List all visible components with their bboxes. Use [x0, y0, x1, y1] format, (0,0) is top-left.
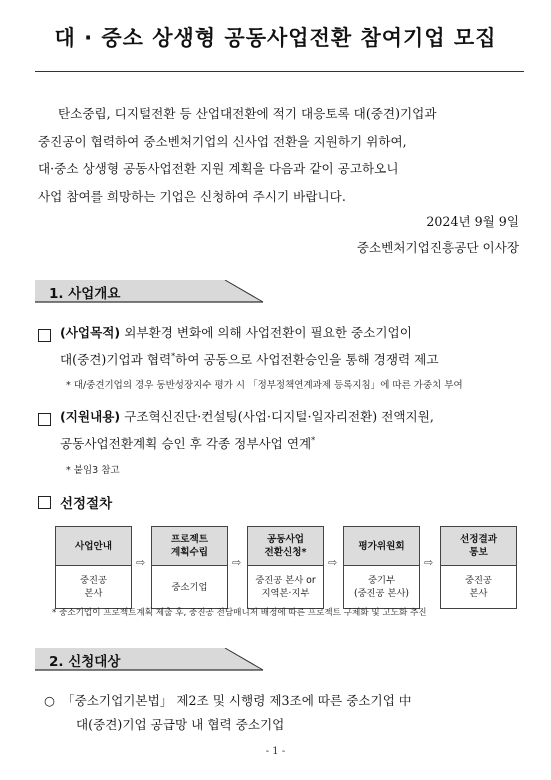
procedure-step [440, 526, 517, 609]
step-owner: 중진공 본사 [440, 565, 517, 609]
procedure-step [151, 526, 228, 609]
section-heading [35, 648, 265, 671]
purpose-text: 대(중견)기업과 협력 [60, 352, 172, 368]
support-item [60, 405, 530, 429]
step-owner: 중진공 본사 [55, 565, 132, 609]
procedure-step [343, 526, 420, 609]
arrow-right-icon: ⇨ [328, 556, 338, 569]
arrow-right-icon: ⇨ [424, 556, 434, 569]
footnote-mark: * [171, 352, 176, 361]
support-text: 공동사업전환계획 승인 후 각종 정부사업 연계 [60, 436, 312, 452]
support-item-cont [60, 429, 530, 456]
step-owner: 중기부 (중진공 본사) [343, 565, 420, 609]
step-title: 평가위원회 [343, 526, 420, 565]
purpose-label: (사업목적) [60, 325, 121, 340]
eligibility-text: 「중소기업기본법」 제2조 및 시행령 제3조에 따른 중소기업 中 [62, 693, 412, 708]
purpose-note: * 대/중견기업의 경우 동반성장지수 평가 시 「정부정책연계과제 등록지침」에 따른 가중치 부여 [66, 380, 463, 391]
intro-line: 사업 참여를 희망하는 기업은 신청하여 주시기 바랍니다. [38, 188, 346, 204]
section-heading-label: 1. 사업개요 [49, 286, 121, 302]
support-text: 구조혁신진단·컨설팅(사업·디지털·일자리전환) 전액지원, [124, 409, 434, 424]
step-title: 선정결과 통보 [440, 526, 517, 565]
intro-paragraph [38, 100, 524, 210]
purpose-text: 하여 공동으로 사업전환승인을 통해 경쟁력 제고 [175, 352, 439, 368]
page-number: - 1 - [265, 746, 286, 757]
issuer: 중소벤처기업진흥공단 이사장 [356, 240, 519, 255]
page-title: 대 · 중소 상생형 공동사업전환 참여기업 모집 [54, 26, 497, 50]
eligibility-text: 대(중견)기업 공급망 내 협력 중소기업 [76, 717, 285, 732]
arrow-right-icon: ⇨ [136, 556, 146, 569]
step-title: 공동사업 전환신청* [247, 526, 324, 565]
footnote-mark: * [311, 436, 316, 445]
procedure-step [247, 526, 324, 609]
step-title: 사업안내 [55, 526, 132, 565]
intro-line: 탄소중립, 디지털전환 등 산업대전환에 적기 대응토록 대(중견)기업과 [58, 106, 437, 121]
step-owner: 중소기업 [151, 565, 228, 609]
intro-line: 중진공이 협력하여 중소벤처기업의 신사업 전환을 지원하기 위하여, [38, 133, 407, 149]
procedure-note: * 중소기업이 프로젝트계획 제출 후, 중진공 전담매니저 배정에 따른 프로젝트 구체화 및 고도화 추진 [52, 608, 427, 618]
checkbox-square-icon [38, 496, 51, 509]
purpose-item-cont [60, 345, 530, 372]
purpose-item [60, 321, 530, 345]
title-divider [35, 71, 524, 72]
step-owner: 중진공 본사 or 지역본·지부 [247, 565, 324, 609]
announcement-date: 2024년 9월 9일 [426, 214, 519, 229]
procedure-heading: 선정절차 [60, 496, 113, 512]
section-heading [35, 280, 265, 303]
checkbox-square-icon [38, 329, 51, 342]
support-note: * 붙임3 참고 [66, 465, 120, 476]
checkbox-square-icon [38, 413, 51, 426]
section-heading-label: 2. 신청대상 [49, 654, 121, 670]
intro-line: 대·중소 상생형 공동사업전환 지원 계획을 다음과 같이 공고하오니 [38, 161, 399, 176]
arrow-right-icon: ⇨ [232, 556, 242, 569]
step-title: 프로젝트 계획수립 [151, 526, 228, 565]
procedure-step [55, 526, 132, 609]
purpose-text: 외부환경 변화에 의해 사업전환이 필요한 중소기업이 [124, 325, 412, 340]
circle-bullet-icon: ○ [44, 693, 55, 708]
support-label: (지원내용) [60, 409, 121, 424]
